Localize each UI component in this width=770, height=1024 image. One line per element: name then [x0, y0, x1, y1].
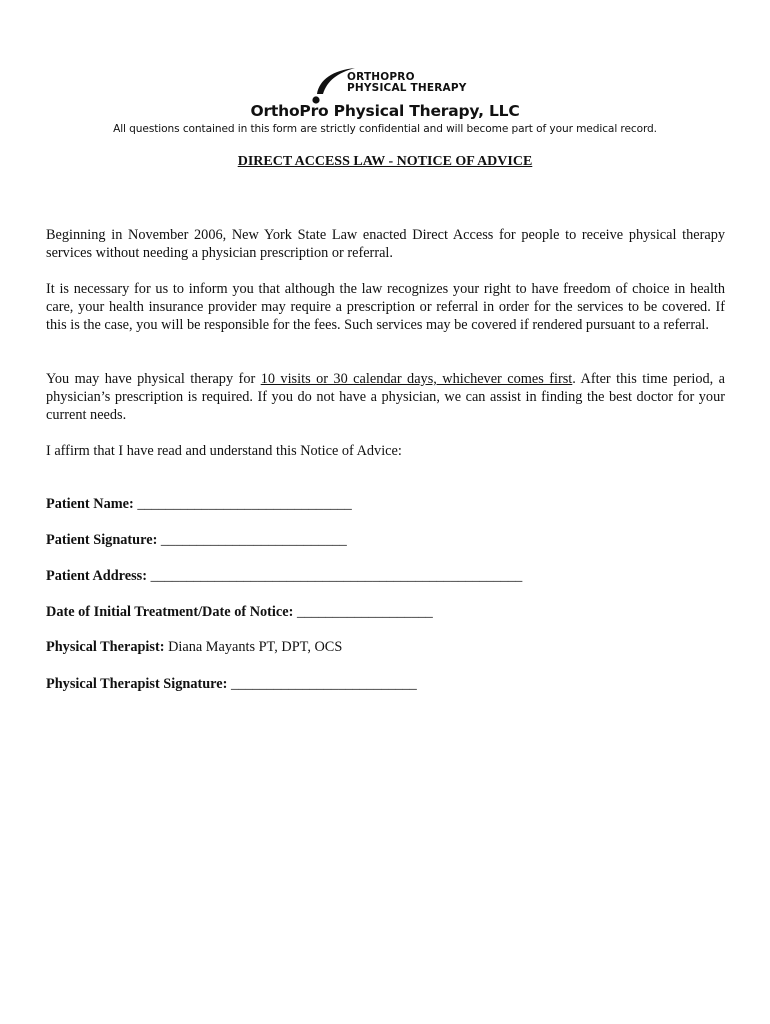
company-name: OrthoPro Physical Therapy, LLC [250, 102, 520, 120]
document-title: DIRECT ACCESS LAW - NOTICE OF ADVICE [237, 154, 533, 169]
patient-name-label: Patient Name: [46, 496, 134, 512]
visit-limit-text-before: You may have physical therapy for [46, 371, 261, 387]
patient-address-blank[interactable]: ____________________________________________________ [150, 568, 523, 584]
orthopro-logo [305, 64, 475, 106]
therapist-signature-blank[interactable]: __________________________ [230, 676, 417, 692]
confidentiality-note: All questions contained in this form are strictly confidential and will become part of your medical record. [113, 123, 657, 135]
visit-limit-text-after: . After this time period, a physician’s prescription is required. If you do not have a physician, we can assist in finding the best doctor for your current needs. [46, 371, 725, 423]
date-of-notice-label: Date of Initial Treatment/Date of Notice: [46, 604, 294, 620]
patient-signature-field[interactable] [46, 531, 347, 549]
patient-address-label: Patient Address: [46, 568, 148, 584]
affirmation-statement: I affirm that I have read and understand this Notice of Advice: [46, 443, 402, 459]
physical-therapist-field [46, 638, 342, 656]
physical-therapist-name: Diana Mayants PT, DPT, OCS [168, 639, 343, 655]
patient-name-field[interactable] [46, 495, 352, 513]
date-of-notice-field[interactable] [46, 603, 433, 621]
therapist-signature-label: Physical Therapist Signature: [46, 676, 228, 692]
paragraph-direct-access: Beginning in November 2006, New York State Law enacted Direct Access for people to receive physical therapy services without needing a physician prescription or referral. [46, 227, 725, 261]
visit-limit-underlined: 10 visits or 30 calendar days, whichever comes first [260, 371, 573, 387]
patient-address-field[interactable] [46, 567, 522, 585]
therapist-signature-field[interactable] [46, 675, 417, 693]
logo-text-orthopro: ORTHOPRO [347, 71, 415, 83]
patient-signature-blank[interactable]: __________________________ [160, 532, 347, 548]
date-of-notice-blank[interactable]: ___________________ [296, 604, 433, 620]
patient-signature-label: Patient Signature: [46, 532, 158, 548]
logo-text-physical-therapy: PHYSICAL THERAPY [347, 82, 467, 94]
paragraph-visit-limit [46, 370, 725, 424]
paragraph-insurance: It is necessary for us to inform you that although the law recognizes your right to have freedom of choice in health care, your health insurance provider may require a prescription or referral in order for the services to be covered. If this is the case, you will be responsible for the fees. Such services may be covered if rendered pursuant to a referral. [46, 281, 725, 333]
patient-name-blank[interactable]: ______________________________ [137, 496, 352, 512]
physical-therapist-label: Physical Therapist: [46, 639, 165, 655]
